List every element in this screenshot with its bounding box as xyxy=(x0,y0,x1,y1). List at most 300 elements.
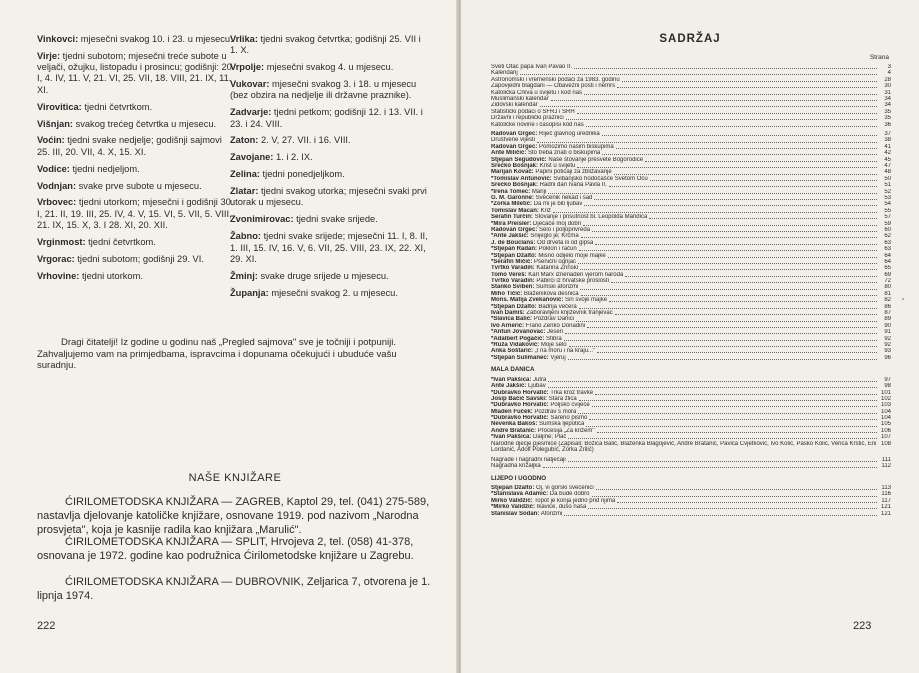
toc-author: Nevenka Bakoš: xyxy=(491,421,538,428)
toc-entry-title: Ljubav xyxy=(526,383,546,390)
toc-entry-title: Sumski aforizmi xyxy=(534,284,579,291)
toc-page: 30 xyxy=(884,83,891,90)
toc-entry-title: Da mi je biti ljubav xyxy=(532,201,583,208)
dot-leader xyxy=(584,94,877,95)
page-number-right: 223 xyxy=(853,620,872,632)
toc-page: 107 xyxy=(880,434,891,441)
toc-page: 97 xyxy=(884,376,891,383)
toc-author: Radovan Grgec: xyxy=(491,226,538,233)
toc-entry-title: Šareno pismo xyxy=(548,415,588,422)
toc-entry-title: Sin svoje majke xyxy=(563,297,608,304)
toc-author: Mirko Validžić: xyxy=(491,497,533,504)
dot-leader xyxy=(586,126,877,127)
toc-author: *Adalbert Pogačić: xyxy=(491,335,545,342)
toc-entry-text xyxy=(491,463,541,469)
toc-page: 104 xyxy=(880,408,891,415)
toc-author: *Slavica Balić: xyxy=(491,316,533,323)
fair-schedule: svake druge srijede u mjesecu. xyxy=(257,270,389,281)
toc-page: 28 xyxy=(884,76,891,83)
dot-leader xyxy=(579,250,877,251)
dot-leader xyxy=(602,154,877,155)
fair-entry xyxy=(230,107,430,130)
toc-entry-title: Židovski kalendar xyxy=(491,102,538,109)
toc-page: 92 xyxy=(884,335,891,342)
toc-page: 102 xyxy=(880,395,891,402)
fair-schedule: tjedni svake srijede. xyxy=(293,214,378,225)
dot-leader xyxy=(565,333,877,334)
toc-entry-title: Križ xyxy=(538,207,551,214)
dot-leader xyxy=(645,161,877,162)
toc-page: 60 xyxy=(884,226,891,233)
dot-leader xyxy=(602,135,877,136)
toc-entry-title: Radni dan Ivana Pavla II. xyxy=(538,182,607,189)
dot-leader xyxy=(584,205,877,206)
toc-entry-title: Oj, vi gorski svećenici xyxy=(534,485,594,492)
fair-entry xyxy=(230,186,430,209)
fair-place: Višnjan: xyxy=(37,118,73,129)
toc-entry-title: Nagradna križaljka xyxy=(491,463,541,470)
toc-author: *Stjepan Sulimanec: xyxy=(491,354,549,361)
bookstore-split: ĆIRILOMETODSKA KNJIŽARA — SPLIT, Hrvojeva 2, tel. (058) 41-378, osnovana je 1972. godine kao podružnica Ćirilometodske knjižare u Zagrebu. xyxy=(37,536,414,562)
fair-place: Vrginmost: xyxy=(37,236,86,247)
toc-author: *Dubravko Horvatić: xyxy=(491,389,549,396)
toc-entry-title: Poklon i račun xyxy=(537,246,577,253)
toc-page: 93 xyxy=(884,348,891,355)
toc-entry-title: Svibanjsko hodočašće Svetom Ocu xyxy=(551,175,648,182)
dot-leader xyxy=(548,193,877,194)
dot-leader xyxy=(576,321,877,322)
fair-place: Vodice: xyxy=(37,163,70,174)
toc-page: 31 xyxy=(884,89,891,96)
dot-leader xyxy=(568,359,877,360)
dot-leader xyxy=(587,327,877,328)
toc-entry-title: Badnja večera xyxy=(536,303,577,310)
toc-author: *Stjepan Radan: xyxy=(491,246,538,253)
toc-page: 51 xyxy=(884,182,891,189)
toc-entry-title: Procesija „Za križem" xyxy=(536,427,595,434)
fair-place: Žabno: xyxy=(230,231,261,242)
fair-entry xyxy=(230,34,430,57)
toc-author: Tvrtko Varadin: xyxy=(491,265,535,272)
toc-page: 65 xyxy=(884,265,891,272)
toc-page: 34 xyxy=(884,102,891,109)
toc-entry-title: Statistički podaci o SFRJ i SRH xyxy=(491,108,575,115)
toc-page: 48 xyxy=(884,169,891,176)
fair-schedule: svakog trećeg četvrtka u mjesecu. xyxy=(73,118,217,129)
dot-leader xyxy=(581,237,877,238)
toc-entry-title: Kalendarij xyxy=(491,70,518,77)
toc-page: 90 xyxy=(884,322,891,329)
toc-entry-title: Blaženikova desnica xyxy=(522,290,579,297)
toc-author: *Serafin Mičić: xyxy=(491,258,533,265)
toc-page: 96 xyxy=(884,354,891,361)
toc-page: 45 xyxy=(884,156,891,163)
toc-author: Serafin Turčin: xyxy=(491,214,533,221)
fair-schedule: mjesečni svakog 3. i 18. u mjesecu (bez obzira na nedjelje ili državne praznike). xyxy=(230,79,417,101)
dot-leader xyxy=(543,467,877,468)
toc-author: Tvrtko Varadin: xyxy=(491,278,535,285)
fair-list-column-left xyxy=(37,34,237,288)
fair-place: Županja: xyxy=(230,287,269,298)
toc-page: 4 xyxy=(887,70,891,77)
fair-entry xyxy=(230,62,430,73)
bookstores-heading: NAŠE KNJIŽARE xyxy=(188,472,282,484)
toc-author: *Antun Jovanovac: xyxy=(491,329,546,336)
spacer xyxy=(491,469,891,472)
toc-author: Stjepan Džalto: xyxy=(491,485,535,492)
toc-page: 38 xyxy=(884,137,891,144)
page-column-label: Strana xyxy=(869,54,889,61)
fair-list-column-right xyxy=(230,34,430,304)
toc-author: Andre Bratanić: xyxy=(491,427,537,434)
fair-place: Zlatar: xyxy=(230,186,259,197)
fair-schedule: tjedni subotom; mjesečni treće subote u veljači, ožujku, listopadu i prosincu; godišnji: 20. I, 4. IV, 11. V, 21. VI, 25. VII, 18. VIII, 21. IX, 11. XI. xyxy=(37,50,235,95)
dot-leader xyxy=(568,461,877,462)
toc-page: 41 xyxy=(884,143,891,150)
toc-entry-text xyxy=(491,511,562,517)
bookstore-zagreb: ĆIRILOMETODSKA KNJIŽARA — ZAGREB, Kaptol 29, tel. (041) 275-589, nastavlja djelovanje katoličke knjižare, osnovane 1919. pod nazivom „Narodna prosvjeta", koja je kasnije radila kao knjižara „Marulić". xyxy=(37,496,430,536)
toc-page: 35 xyxy=(884,115,891,122)
toc-page: 59 xyxy=(884,220,891,227)
fair-place: Virovitica: xyxy=(37,101,82,112)
fair-entry xyxy=(230,214,430,225)
toc-entry-title: Državni i republički praznici xyxy=(491,115,564,122)
toc-page: 111 xyxy=(881,456,891,463)
paper-speck xyxy=(902,298,904,300)
toc-entry-title: Društvene vijesti xyxy=(491,137,536,144)
toc-page: 113 xyxy=(881,485,891,492)
toc-page: 106 xyxy=(880,427,891,434)
dot-leader xyxy=(579,400,877,401)
fair-schedule: tjedni subotom; godišnji 29. VI. xyxy=(74,253,204,264)
toc-page: 55 xyxy=(884,207,891,214)
toc-page: 108 xyxy=(880,440,891,447)
toc-author: Josip Bačić Savski: xyxy=(491,395,548,402)
toc-author: Mons. Matija Zvekanović: xyxy=(491,297,564,304)
fair-entry xyxy=(37,135,237,158)
toc-page: 52 xyxy=(884,188,891,195)
toc-author: Tomislav Macan: xyxy=(491,207,539,214)
dot-leader xyxy=(609,301,877,302)
fair-entry xyxy=(230,79,430,102)
fair-place: Žminj: xyxy=(230,270,258,281)
toc-author: *Tomislav Antunović: xyxy=(491,175,552,182)
toc-author: *Stjepan Džalto: xyxy=(491,303,537,310)
dot-leader xyxy=(574,68,877,69)
table-of-contents xyxy=(491,64,891,517)
fair-schedule: mjesečni svakog 10. i 23. u mjesecu. xyxy=(78,34,233,44)
toc-author: Tomo Vereš: xyxy=(491,271,527,278)
dot-leader xyxy=(594,199,877,200)
fair-schedule: tjedni svakog četvrtka; godišnji 25. VII i 1. X. xyxy=(230,34,421,56)
toc-entry-title: Daljine; Plač xyxy=(531,434,567,441)
toc-page: 47 xyxy=(884,163,891,170)
dot-leader xyxy=(592,406,877,407)
toc-page: 69 xyxy=(884,271,891,278)
toc-entry xyxy=(491,511,891,517)
dot-leader xyxy=(579,308,877,309)
dot-leader xyxy=(595,244,877,245)
fair-schedule: tjedni svake nedjelje; godišnji sajmovi 25. III, 20. VII, 4. X, 15. XI. xyxy=(37,135,222,157)
fair-schedule: 1. i 2. IX. xyxy=(273,152,313,163)
dot-leader xyxy=(622,81,877,82)
dot-leader xyxy=(589,419,877,420)
fair-entry xyxy=(37,271,237,282)
fair-entry xyxy=(230,288,430,299)
fair-schedule: tjedni utorkom. xyxy=(79,270,143,281)
dot-leader xyxy=(548,387,877,388)
toc-entry-title: Aforizmi xyxy=(539,510,563,517)
toc-entry-title: Katarina Zrinski xyxy=(534,265,579,272)
toc-author: *Zorka Miletić: xyxy=(491,201,533,208)
dot-leader xyxy=(592,231,877,232)
dot-leader xyxy=(616,148,877,149)
dot-leader xyxy=(551,100,877,101)
fair-place: Zaton: xyxy=(230,135,259,146)
toc-entry-text xyxy=(491,122,584,128)
toc-entry-title: Karl Marx iznenađen vjerom naroda xyxy=(526,271,624,278)
toc-page: 98 xyxy=(884,383,891,390)
dot-leader xyxy=(586,426,877,427)
fair-schedule: tjedni svake srijede; mjesečni 11. I, 8. II, 1. III, 15. IV, 16. V, 6. VII, 25. VIII, 23. IX, 22. XI, 29. XI. xyxy=(230,231,428,264)
toc-title: SADRŽAJ xyxy=(659,33,721,45)
dot-leader xyxy=(537,142,877,143)
fair-schedule: tjedni utorkom; mjesečni i godišnji 30. I, 21. II, 19. III, 25. IV, 4. V, 15. VI, 5. VII, 5. VIII, 21. IX, 15. X, 3. I 28. XI, 20. XII. xyxy=(37,197,234,231)
toc-entry-title: Poljsko cvijeće xyxy=(548,402,590,409)
fair-place: Vrbovec: xyxy=(37,197,77,208)
dot-leader xyxy=(588,508,877,509)
dot-leader xyxy=(615,314,877,315)
fair-entry xyxy=(230,152,430,163)
toc-page: 37 xyxy=(884,131,891,138)
toc-author: *Ante Jakšić: xyxy=(491,233,529,240)
toc-entry-title: Naše štovanje presvete Bogorodice xyxy=(546,156,644,163)
toc-author: Ante Jakšić: xyxy=(491,383,527,390)
dot-leader xyxy=(592,496,877,497)
toc-author: *Dubravko Horvatić: xyxy=(491,415,549,422)
fair-schedule: mjesečni svakog 2. u mjesecu. xyxy=(268,287,398,298)
dot-leader xyxy=(564,515,877,516)
toc-author: Stjepan Šegudović: xyxy=(491,156,547,163)
fair-entry xyxy=(37,102,237,113)
toc-entry-title: Pomozimo našim biskupima xyxy=(537,143,614,150)
toc-entry-title: Pšenični ognjac xyxy=(532,258,577,265)
toc-entry-title: Svećenik nekad i sad xyxy=(534,195,593,201)
fair-entry xyxy=(37,119,237,130)
fair-place: Vrhovine: xyxy=(37,270,80,281)
dot-leader xyxy=(548,381,877,382)
toc-page: 57 xyxy=(884,214,891,221)
fair-schedule: svake prve subote u mjesecu. xyxy=(76,180,202,191)
bookstore-dubrovnik: ĆIRILOMETODSKA KNJIŽARA — DUBROVNIK, Zeljarica 7, otvorena je 1. lipnja 1974. xyxy=(37,576,431,602)
toc-author: Stanislav Šodan: xyxy=(491,510,540,517)
toc-entry-title: Zaboravljeni književnik franjevac xyxy=(524,310,613,317)
right-page xyxy=(461,0,919,673)
toc-page: 101 xyxy=(880,389,891,396)
fair-schedule: mjesečni svakog 4. u mjesecu. xyxy=(264,62,394,73)
toc-entry-title: Riječ glavnog urednika xyxy=(537,131,600,138)
fair-place: Zvonimirovac: xyxy=(230,214,294,225)
toc-page: 54 xyxy=(884,201,891,208)
fair-schedule: tjedni četvrtkom. xyxy=(85,236,156,247)
section-heading-mala-danica: MALA DANICA xyxy=(491,366,535,374)
toc-page: 64 xyxy=(884,252,891,259)
toc-page: 82 xyxy=(884,297,891,304)
toc-entry-text xyxy=(491,355,566,361)
toc-page: 36 xyxy=(884,121,891,128)
toc-page: 89 xyxy=(884,316,891,323)
page-number-left: 222 xyxy=(37,620,56,632)
toc-entry-title: Što treba znati o biskupima xyxy=(526,150,601,157)
dot-leader xyxy=(650,180,877,181)
toc-entry-title: Narodne dječje pjesmice (Zapisali: Božica Balić, Blaženka Blagojević, Andre Bratanić, Pavica Cvjetković, Ivo Kolić, Pasko Kolić, Verica Krstić, Eni Lordanić, Adolf Polegubić, Zorka Zrilić) xyxy=(491,440,877,454)
toc-page: 3 xyxy=(887,64,891,70)
toc-author: Ante Miličić: xyxy=(491,150,527,157)
toc-entry-title: Štibra xyxy=(544,335,562,342)
toc-page: 86 xyxy=(884,303,891,310)
dot-leader xyxy=(583,225,877,226)
fair-entry xyxy=(230,231,430,265)
fair-entry xyxy=(37,237,237,248)
toc-page: 91 xyxy=(884,329,891,336)
toc-entry-title: Pozdrav Danici xyxy=(532,316,575,323)
toc-entry-title: Pabirci iz hrvatske prošlosti xyxy=(534,278,610,285)
fair-schedule: tjedni ponedjeljkom. xyxy=(259,169,345,180)
toc-author: Radovan Grgec: xyxy=(491,131,538,138)
toc-page: 104 xyxy=(880,415,891,422)
dot-leader xyxy=(553,212,877,213)
fair-entry xyxy=(37,51,237,96)
dot-leader xyxy=(625,276,877,277)
fair-entry xyxy=(230,169,430,180)
toc-entry-title: Katoličke novine i časopisi kod nas xyxy=(491,121,584,128)
toc-author: *Stjepan Džalto: xyxy=(491,252,537,259)
toc-page: 72 xyxy=(884,278,891,285)
toc-author: Radovan Grgec: xyxy=(491,143,538,150)
toc-entry-title: Katolička Crkva u svijetu i kod nas xyxy=(491,89,583,96)
toc-page: 121 xyxy=(880,504,891,511)
dot-leader xyxy=(577,113,877,114)
toc-page: 112 xyxy=(881,463,891,470)
fair-entry xyxy=(37,164,237,175)
dot-leader xyxy=(520,74,877,75)
fair-place: Vrpolje: xyxy=(230,62,265,73)
toc-entry-title: Topot je konja jedno prid njima xyxy=(532,497,616,504)
fair-entry xyxy=(37,34,237,45)
toc-entry-title: Trka kroz travke xyxy=(548,389,594,396)
dot-leader xyxy=(578,263,877,264)
dot-leader xyxy=(568,438,877,439)
toc-author: *Ivan Pakšica: xyxy=(491,376,532,383)
dot-leader xyxy=(540,106,877,107)
toc-entry-title: Šumska ljepotica xyxy=(537,421,585,428)
toc-entry-title: „I na moru i na kraju..." xyxy=(533,348,596,355)
fair-place: Vrgorac: xyxy=(37,253,75,264)
toc-page: 62 xyxy=(884,233,891,240)
toc-page: 103 xyxy=(880,402,891,409)
toc-author: Srećko Bošnjak: xyxy=(491,182,539,189)
toc-page: 64 xyxy=(884,258,891,265)
toc-author: *Mira Preisler: xyxy=(491,220,532,227)
toc-author: J. de Bouclans: xyxy=(491,239,536,246)
toc-author: Ivan Damiš: xyxy=(491,310,525,317)
dot-leader xyxy=(566,119,877,120)
fair-entry xyxy=(37,181,237,192)
toc-author: Mladen Fuček: xyxy=(491,408,533,415)
toc-entry-title: Da bude dobro xyxy=(548,491,590,498)
toc-page: 81 xyxy=(884,290,891,297)
toc-author: Miho Tičić: xyxy=(491,290,523,297)
dot-leader xyxy=(569,346,877,347)
dot-leader xyxy=(617,502,877,503)
toc-page: 53 xyxy=(884,195,891,201)
toc-page: 34 xyxy=(884,95,891,102)
toc-author: Anka Šoštarić: xyxy=(491,348,534,355)
toc-entry-title: Krist u svijetu xyxy=(538,163,576,170)
toc-author: Marijan Kovač: xyxy=(491,169,534,176)
dot-leader xyxy=(611,282,877,283)
toc-entry-title: Vjeruj xyxy=(548,354,566,361)
dot-leader xyxy=(597,432,878,433)
toc-author: *Stanislava Adamić: xyxy=(491,491,549,498)
fair-place: Vodnjan: xyxy=(37,180,77,191)
fair-place: Voćin: xyxy=(37,135,65,146)
toc-entry-title: Sveti Otac papa Ivan Pavao II. xyxy=(491,64,573,70)
toc-author: *Ivan Pakšica: xyxy=(491,434,532,441)
dot-leader xyxy=(597,352,877,353)
toc-author: *Dubravko Horvatić: xyxy=(491,402,549,409)
toc-entry-title: Od drveta ili od gipsa xyxy=(535,239,594,246)
dot-leader xyxy=(580,289,877,290)
toc-entry-title: Papini poticaji za zbližavanje xyxy=(533,169,612,176)
reader-note: Dragi čitatelji! Iz godine u godinu naš „Pregled sajmova" sve je točniji i potpuniji. Zahvaljujemo vam na primjedbama, ispravcima i dopunama očekujući i ubuduće vašu suradnju. xyxy=(37,337,397,372)
dot-leader xyxy=(614,174,877,175)
toc-author: Ivo Arnerić: xyxy=(491,322,525,329)
toc-author: Stanko Sviben: xyxy=(491,284,535,291)
dot-leader xyxy=(649,218,877,219)
toc-page: 80 xyxy=(884,284,891,291)
toc-entry-title: Stara žlica xyxy=(547,395,577,402)
spacer xyxy=(491,361,891,364)
fair-entry xyxy=(37,197,237,231)
dot-leader xyxy=(595,394,877,395)
toc-entry-title: Djećače moj dobri xyxy=(531,220,582,227)
dot-leader xyxy=(609,186,877,187)
fair-place: Zadvarje: xyxy=(230,107,272,118)
toc-entry-title: Astronomski i vremenski podaci za 1983. godinu xyxy=(491,76,620,83)
toc-page: 105 xyxy=(880,421,891,428)
left-page xyxy=(0,0,458,673)
toc-entry-title: Jutra xyxy=(531,376,547,383)
toc-entry-title: Mariji xyxy=(530,188,547,195)
toc-page: 87 xyxy=(884,310,891,317)
toc-author: *Irena Tomec: xyxy=(491,188,531,195)
toc-page: 35 xyxy=(884,108,891,115)
toc-page: 116 xyxy=(881,491,891,498)
fair-place: Zavojane: xyxy=(230,152,274,163)
toc-entry-title: Misno odijelo moje majke xyxy=(536,252,606,259)
toc-author: *Mirko Validžić: xyxy=(491,504,536,511)
toc-author: *Ruža Vidaković: xyxy=(491,341,540,348)
toc-entry-title: Pozdrav s mora xyxy=(532,408,577,415)
toc-page: 117 xyxy=(881,497,891,504)
fair-schedule: 2. V, 27. VII. i 16. VIII. xyxy=(258,135,351,146)
toc-page: 121 xyxy=(880,510,891,517)
toc-author: G. M. Garonne: xyxy=(491,195,535,201)
fair-schedule: tjedni nedjeljom. xyxy=(69,163,140,174)
toc-page: 63 xyxy=(884,239,891,246)
dot-leader xyxy=(596,489,877,490)
